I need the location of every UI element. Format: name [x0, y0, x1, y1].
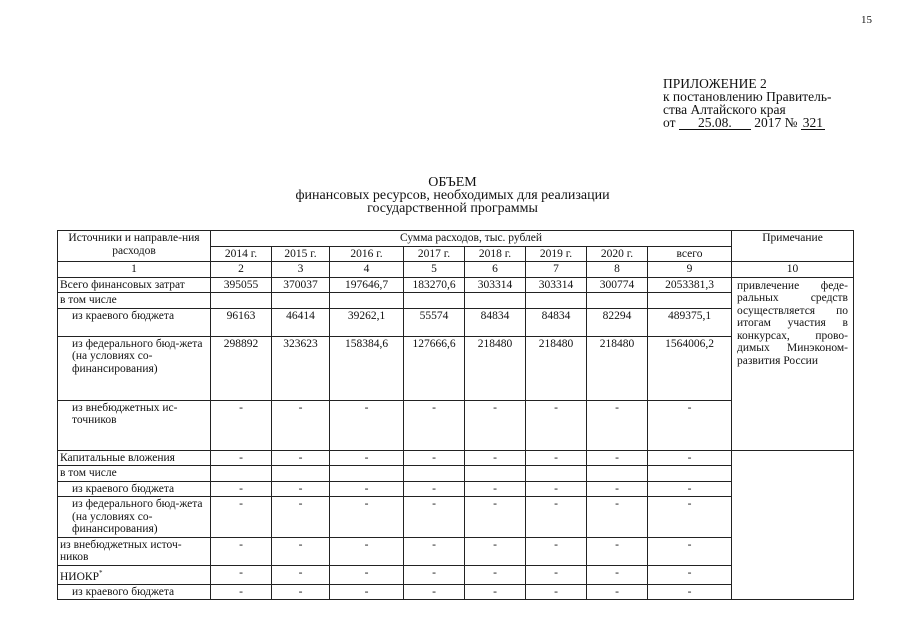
value-cell: 303314 [465, 277, 526, 293]
value-cell: 298892 [211, 336, 272, 400]
page-number: 15 [861, 14, 872, 26]
column-number-row [58, 262, 854, 278]
year-header: 2016 г. [330, 246, 404, 262]
value-cell: - [526, 481, 587, 497]
row-label: из краевого бюджета [58, 584, 211, 600]
value-cell: - [526, 584, 587, 600]
value-cell: - [272, 481, 330, 497]
value-cell [526, 466, 587, 482]
value-cell: 127666,6 [404, 336, 465, 400]
value-cell: - [648, 400, 732, 450]
value-cell: - [648, 497, 732, 538]
value-cell: - [330, 450, 404, 466]
value-cell: - [587, 400, 648, 450]
note-cell: привлечение феде-ральных средств осуществляется по итогам участия в конкурсах, прово-димых Минэконом-развития России [732, 277, 854, 450]
value-cell: 55574 [404, 308, 465, 336]
value-cell: 395055 [211, 277, 272, 293]
row-label: из внебюджетных источ-ников [58, 537, 211, 565]
footnote-mark: * [98, 568, 103, 577]
value-cell: - [330, 400, 404, 450]
value-cell [211, 293, 272, 309]
value-cell: - [404, 497, 465, 538]
year-header: 2020 г. [587, 246, 648, 262]
appendix-block [663, 77, 831, 130]
value-cell [330, 466, 404, 482]
column-number: 8 [587, 262, 648, 278]
column-number: 2 [211, 262, 272, 278]
number-sign: № [784, 115, 798, 130]
value-cell: - [526, 450, 587, 466]
value-cell: 218480 [526, 336, 587, 400]
row-label: из внебюджетных ис-точников [58, 400, 211, 450]
row-label: Всего финансовых затрат [58, 277, 211, 293]
value-cell: - [330, 584, 404, 600]
value-cell: 183270,6 [404, 277, 465, 293]
table-row [58, 277, 854, 293]
value-cell: - [211, 584, 272, 600]
value-cell: 197646,7 [330, 277, 404, 293]
heading-line-2: финансовых ресурсов, необходимых для реализации [295, 188, 610, 203]
value-cell [465, 293, 526, 309]
column-number: 6 [465, 262, 526, 278]
value-cell: 370037 [272, 277, 330, 293]
value-cell: 158384,6 [330, 336, 404, 400]
note-cell-empty [732, 450, 854, 600]
value-cell: - [404, 481, 465, 497]
appendix-title: ПРИЛОЖЕНИЕ 2 [663, 76, 767, 91]
row-label: из федерального бюд-жета (на условиях со-финансирования) [58, 497, 211, 538]
year-header: 2019 г. [526, 246, 587, 262]
value-cell: 84834 [526, 308, 587, 336]
table-row [58, 450, 854, 466]
value-cell: - [211, 481, 272, 497]
value-cell: - [465, 565, 526, 584]
value-cell [272, 293, 330, 309]
column-number: 10 [732, 262, 854, 278]
value-cell: 218480 [465, 336, 526, 400]
value-cell: - [587, 497, 648, 538]
value-cell: - [272, 565, 330, 584]
value-cell: - [587, 565, 648, 584]
financial-resources-table [57, 230, 854, 600]
value-cell: - [330, 481, 404, 497]
value-cell: - [330, 537, 404, 565]
resolution-date: 25.08. [679, 116, 751, 130]
appendix-line-1: к постановлению Правитель- [663, 89, 832, 104]
row-label [58, 565, 211, 584]
year-header: 2017 г. [404, 246, 465, 262]
column-number: 1 [58, 262, 211, 278]
value-cell: - [272, 450, 330, 466]
value-cell: - [648, 450, 732, 466]
value-cell: - [404, 450, 465, 466]
value-cell: - [648, 584, 732, 600]
value-cell: 96163 [211, 308, 272, 336]
value-cell: 489375,1 [648, 308, 732, 336]
value-cell: - [526, 400, 587, 450]
value-cell: - [465, 481, 526, 497]
value-cell: 303314 [526, 277, 587, 293]
value-cell: - [465, 450, 526, 466]
value-cell: - [587, 537, 648, 565]
value-cell: - [526, 497, 587, 538]
row-label-text: НИОКР [60, 570, 99, 583]
value-cell: 84834 [465, 308, 526, 336]
source-column-header: Источники и направле-ния расходов [58, 231, 211, 262]
column-number: 9 [648, 262, 732, 278]
row-label: Капитальные вложения [58, 450, 211, 466]
column-number: 5 [404, 262, 465, 278]
value-cell [648, 293, 732, 309]
value-cell: - [587, 450, 648, 466]
value-cell [330, 293, 404, 309]
value-cell: 1564006,2 [648, 336, 732, 400]
row-label: из краевого бюджета [58, 481, 211, 497]
column-number: 3 [272, 262, 330, 278]
value-cell: 39262,1 [330, 308, 404, 336]
column-number: 4 [330, 262, 404, 278]
value-cell: - [330, 497, 404, 538]
value-cell: - [330, 565, 404, 584]
value-cell [587, 466, 648, 482]
value-cell: - [211, 537, 272, 565]
value-cell: 82294 [587, 308, 648, 336]
value-cell [526, 293, 587, 309]
value-cell: - [211, 400, 272, 450]
value-cell: - [211, 497, 272, 538]
value-cell: - [465, 584, 526, 600]
value-cell: - [404, 565, 465, 584]
value-cell [272, 466, 330, 482]
value-cell: - [465, 497, 526, 538]
row-label: из федерального бюд-жета (на условиях со-финансирования) [58, 336, 211, 400]
heading-line-1: ОБЪЕМ [428, 175, 477, 190]
value-cell [648, 466, 732, 482]
note-column-header: Примечание [732, 231, 854, 262]
value-cell: - [211, 565, 272, 584]
year-header: 2014 г. [211, 246, 272, 262]
value-cell: - [587, 584, 648, 600]
year-header: 2018 г. [465, 246, 526, 262]
value-cell: - [465, 537, 526, 565]
value-cell: - [465, 400, 526, 450]
value-cell: - [272, 400, 330, 450]
value-cell: - [404, 537, 465, 565]
row-label: из краевого бюджета [58, 308, 211, 336]
value-cell: - [404, 400, 465, 450]
value-cell: - [272, 497, 330, 538]
value-cell: - [648, 481, 732, 497]
value-cell: 300774 [587, 277, 648, 293]
value-cell: - [648, 537, 732, 565]
value-cell: - [272, 537, 330, 565]
value-cell [404, 466, 465, 482]
value-cell: 218480 [587, 336, 648, 400]
value-cell [465, 466, 526, 482]
document-heading [0, 176, 905, 215]
value-cell: 323623 [272, 336, 330, 400]
sum-header: Сумма расходов, тыс. рублей [211, 231, 732, 247]
value-cell [587, 293, 648, 309]
value-cell: - [526, 537, 587, 565]
value-cell: - [526, 565, 587, 584]
heading-line-3: государственной программы [367, 201, 538, 216]
row-label: в том числе [58, 293, 211, 309]
value-cell [404, 293, 465, 309]
value-cell: - [404, 584, 465, 600]
value-cell: - [272, 584, 330, 600]
value-cell: - [648, 565, 732, 584]
value-cell [211, 466, 272, 482]
value-cell: 2053381,3 [648, 277, 732, 293]
value-cell: - [587, 481, 648, 497]
appendix-date-line [663, 116, 831, 130]
value-cell: 46414 [272, 308, 330, 336]
appendix-line-2: ства Алтайского края [663, 102, 786, 117]
resolution-year: 2017 [754, 115, 782, 130]
column-number: 7 [526, 262, 587, 278]
row-label: в том числе [58, 466, 211, 482]
resolution-number: 321 [802, 115, 823, 130]
total-header: всего [648, 246, 732, 262]
from-label: от [663, 115, 676, 130]
value-cell: - [211, 450, 272, 466]
year-header: 2015 г. [272, 246, 330, 262]
